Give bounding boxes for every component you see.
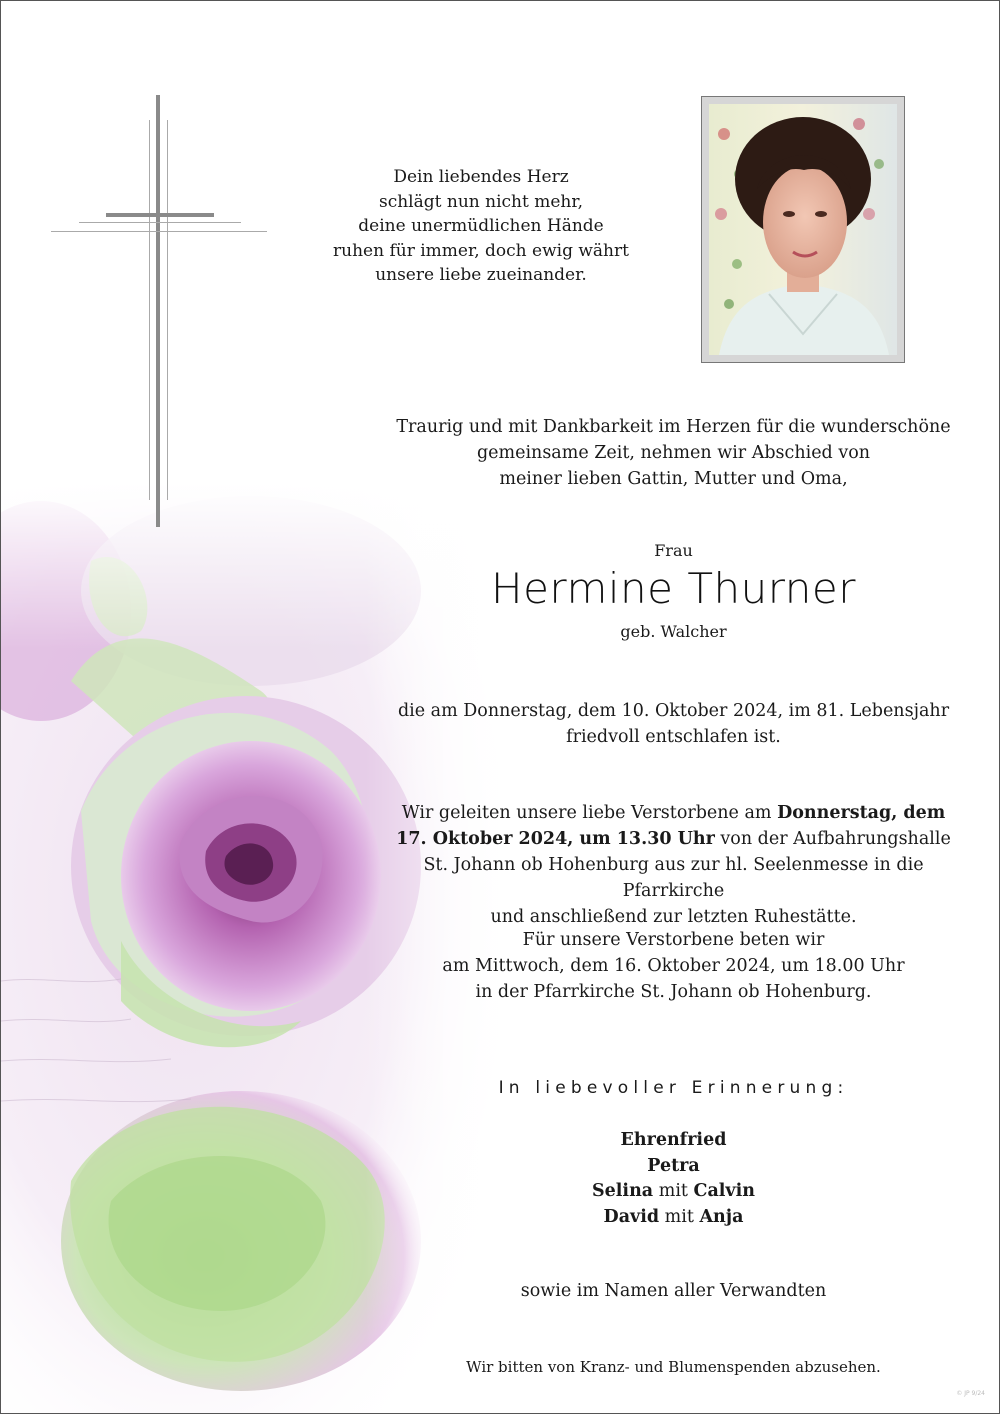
prayer-line: am Mittwoch, dem 16. Oktober 2024, um 18.00 Uhr	[442, 956, 905, 976]
intro-text	[386, 414, 961, 492]
prayer-line: Für unsere Verstorbene beten wir	[522, 930, 825, 950]
funeral-date-bold: Donnerstag, dem	[777, 803, 946, 823]
intro-line: meiner lieben Gattin, Mutter und Oma,	[499, 469, 848, 489]
verse-line: Dein liebendes Herz	[393, 167, 569, 187]
family-member: Petra	[647, 1155, 700, 1176]
family-member: Selina	[592, 1181, 654, 1201]
family-connector: mit	[653, 1181, 694, 1201]
verse-line: schlägt nun nicht mehr,	[378, 191, 584, 212]
portrait-photo	[709, 104, 897, 355]
prayer-details	[386, 927, 961, 1005]
cross-icon	[51, 95, 271, 530]
deceased-name: Hermine Thurner	[491, 564, 856, 613]
prayer-line: in der Pfarrkirche St. Johann ob Hohenburg.	[475, 982, 872, 1002]
funeral-text: von der Aufbahrungshalle	[714, 829, 951, 849]
family-row	[386, 1128, 961, 1154]
intro-line: Traurig und mit Dankbarkeit im Herzen für die wunderschöne	[396, 417, 951, 437]
death-line: friedvoll entschlafen ist.	[566, 727, 781, 747]
funeral-time-bold: 17. Oktober 2024, um 13.30 Uhr	[396, 829, 715, 849]
memory-heading: In liebevoller Erinnerung:	[498, 1078, 849, 1098]
funeral-line: St. Johann ob Hohenburg aus zur hl. Seelenmesse in die Pfarrkirche	[423, 855, 924, 901]
family-member: Anja	[699, 1206, 744, 1227]
verse	[301, 165, 661, 288]
verse-line: deine unermüdlichen Hände	[358, 216, 604, 236]
salutation: Frau	[654, 541, 693, 560]
funeral-line	[371, 826, 976, 852]
funeral-text: Wir geleiten unsere liebe Verstorbene am	[401, 803, 778, 823]
family-list	[386, 1128, 961, 1230]
funeral-details	[371, 800, 976, 930]
death-notice	[386, 698, 961, 750]
family-row	[386, 1179, 961, 1205]
portrait-frame	[701, 96, 905, 363]
family-member: Calvin	[693, 1181, 755, 1201]
verse-line: ruhen für immer, doch ewig währt	[333, 240, 629, 261]
family-member: David	[603, 1206, 660, 1227]
relatives-line: sowie im Namen aller Verwandten	[520, 1281, 827, 1301]
maiden-name: geb. Walcher	[620, 622, 727, 641]
family-row	[386, 1154, 961, 1180]
funeral-line: und anschließend zur letzten Ruhestätte.	[490, 907, 857, 927]
family-row	[386, 1205, 961, 1231]
intro-line: gemeinsame Zeit, nehmen wir Abschied von	[476, 443, 871, 463]
verse-line: unsere liebe zueinander.	[375, 265, 587, 285]
funeral-line	[371, 800, 976, 826]
family-member: Ehrenfried	[620, 1130, 727, 1150]
donation-note: Wir bitten von Kranz- und Blumenspenden abzusehen.	[466, 1358, 881, 1376]
family-connector: mit	[659, 1206, 700, 1227]
imprint: © JP 9/24	[956, 1390, 985, 1397]
death-line: die am Donnerstag, dem 10. Oktober 2024, im 81. Lebensjahr	[397, 701, 950, 721]
